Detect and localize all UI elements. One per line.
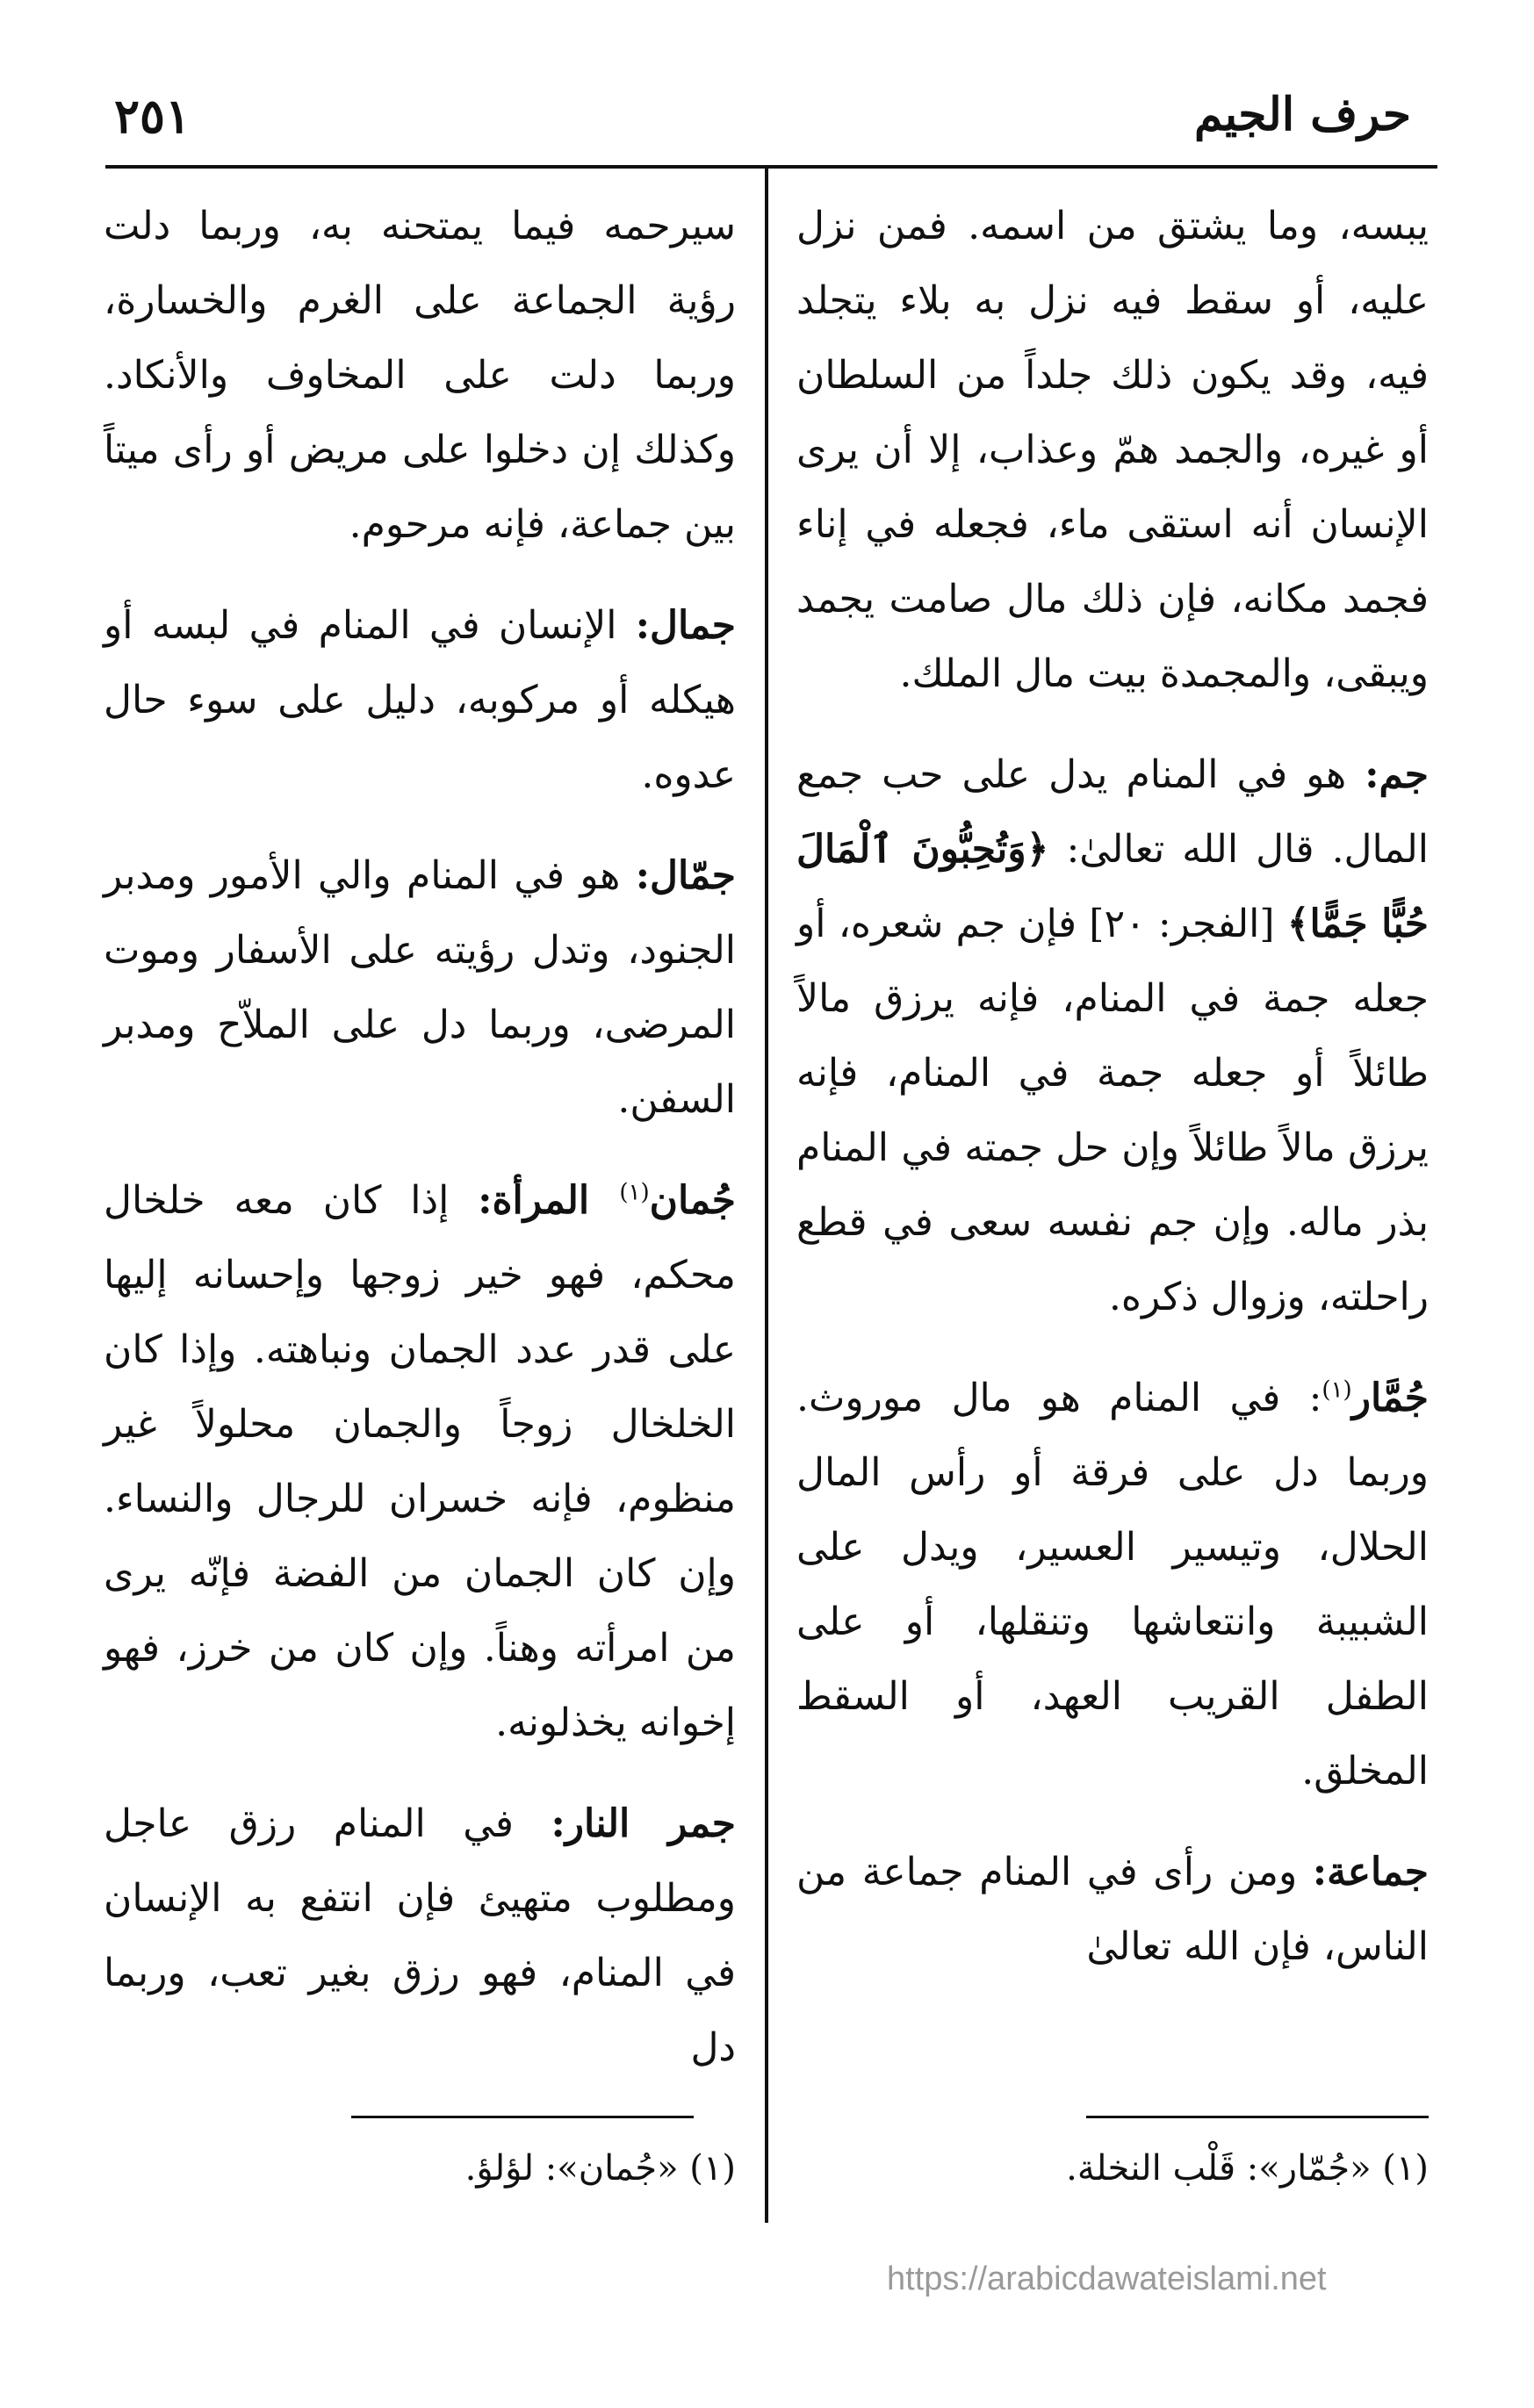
entry-jummar: [796, 1361, 1429, 1808]
footnote-rule: [1086, 2116, 1429, 2118]
entry-heading: جُمَّار: [1351, 1376, 1429, 1420]
footnote-left: (١) «جُمان»: لؤلؤ.: [465, 2148, 736, 2189]
paragraph-text: سيرحمه فيما يمتحنه به، وربما دلت رؤية الجماعة على الغرم والخسارة، وربما دلت على المخاوف والأنكاد. وكذلك إن دخلوا على مريض أو رأى ميتاً بين جماعة، فإنه مرحوم.: [104, 204, 736, 547]
watermark-url: https://arabicdawateislami.net: [887, 2261, 1327, 2297]
entry-text: إذا كان معه خلخال محكم، فهو خير زوجها وإحسانه إليها على قدر عدد الجمان ونباهته. وإذا كان الخلخال زوجاً والجمان محلولاً غير منظوم، فإنه خسران للرجال والنساء. وإن كان الجمان من الفضة فإنّه يرى من امرأته وهناً. وإن كان من خرز، فهو إخوانه يخذلونه.: [104, 1178, 736, 1745]
quran-verse: ﴿وَتُحِبُّونَ ٱلْمَالَ حُبًّا جَمًّا﴾: [796, 827, 1430, 946]
entry-jamr: [104, 1786, 736, 2085]
entry-heading: المرأة:: [478, 1178, 620, 1223]
entry-text: هو في المنام يدل على حب جمع المال. قال الله تعالىٰ:: [796, 752, 1429, 872]
page-header: [105, 88, 1429, 158]
chapter-title: حرف الجيم: [1194, 88, 1411, 141]
entry-text: [الفجر: ٢٠] فإن جم شعره، أو جعله جمة في المنام، فإنه يرزق مالاً طائلاً أو جعله جمة في المنام، فإنه يرزق مالاً طائلاً وإن حل جمته في المنام بذر ماله. وإن جم نفسه سعى في قطع راحلته، وزوال ذكره.: [796, 902, 1429, 1319]
entry-juman: [104, 1163, 736, 1760]
entry-heading: جمال:: [635, 603, 736, 648]
paragraph-continuation: [104, 189, 736, 562]
column-divider: [765, 169, 768, 2223]
page-number: ٢٥١: [114, 88, 191, 144]
paragraph-text: يبسه، وما يشتق من اسمه. فمن نزل عليه، أو سقط فيه نزل به بلاء يتجلد فيه، وقد يكون ذلك جلداً من السلطان أو غيره، والجمد همّ وعذاب، إلا أن يرى الإنسان أنه استقى ماء، فجعله في إناء فجمد مكانه، فإن ذلك مال صامت يجمد ويبقى، والمجمدة بيت مال الملك.: [796, 204, 1429, 696]
entry-heading: جم:: [1365, 752, 1429, 797]
header-rule: [105, 165, 1437, 169]
entry-heading: جُمان: [649, 1178, 736, 1223]
entry-text: ومن رأى في المنام جماعة من الناس، فإن الله تعالىٰ: [796, 1850, 1429, 1969]
entry-jamal: [104, 588, 736, 812]
footnote-right: (١) «جُمّار»: قَلْب النخلة.: [1066, 2148, 1429, 2189]
entry-jammal: [104, 838, 736, 1137]
entry-text: الإنسان في المنام في لبسه أو هيكله أو مركوبه، دليل على سوء حال عدوه.: [104, 603, 736, 797]
entry-jam: [796, 737, 1429, 1334]
footnote-marker: (١): [619, 1179, 650, 1206]
entry-text: في المنام رزق عاجل ومطلوب متهيئ فإن انتفع به الإنسان في المنام، فهو رزق بغير تعب، وربما دل: [104, 1801, 736, 2070]
entry-text: : في المنام هو مال موروث. وربما دل على فرقة أو رأس المال الحلال، وتيسير العسير، ويدل على الشبيبة وانتعاشها وتنقلها، أو على الطفل القريب العهد، أو السقط المخلق.: [796, 1376, 1429, 1793]
footnote-rule: [351, 2116, 694, 2118]
paragraph-continuation: [796, 189, 1429, 711]
right-column: [796, 189, 1429, 2010]
entry-heading: جمر النار:: [551, 1801, 736, 1846]
left-column: [104, 189, 736, 2111]
entry-heading: جماعة:: [1312, 1850, 1429, 1894]
entry-text: هو في المنام والي الأمور ومدبر الجنود، وتدل رؤيته على الأسفار وموت المرضى، وربما دل على الملاّح ومدبر السفن.: [104, 853, 736, 1122]
entry-heading: جمّال:: [635, 853, 736, 898]
entry-jamaa: [796, 1835, 1429, 1984]
footnote-marker: (١): [1322, 1377, 1352, 1404]
